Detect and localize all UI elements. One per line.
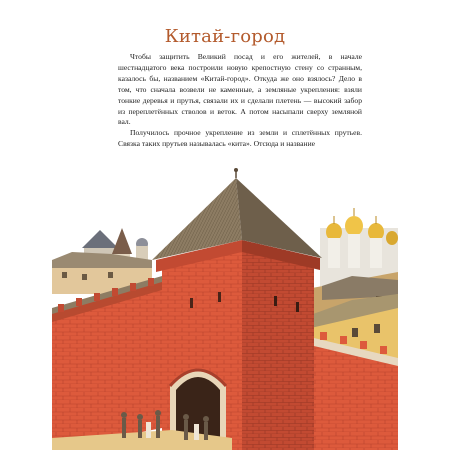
fortress-wall-right (314, 332, 398, 450)
page-title: Китай-город (164, 26, 286, 47)
paragraph-2: Получилось прочное укрепление из земли и сплетённых прутьев. Связка таких прутьев называлась «кита». Отсюда и название (118, 128, 362, 149)
paragraph-1: Чтобы защитить Великий посад и его жителей, в начале шестнадцатого века построили новую крепостную стену со странным, казалось бы, названием «Китай-город». Откуда же оно взялось? Дело в том, что сначала возвели не каменные, а земляные укрепления: взяли тонкие деревья и прутья, связали их и сделали плетень — высокий забор из переплетённых стволов и веток. А потом насыпали сверху земляной вал. (118, 52, 362, 127)
body-text (118, 52, 362, 150)
kremlin-tower-illustration (52, 168, 398, 450)
fortress-wall-left (52, 276, 162, 450)
